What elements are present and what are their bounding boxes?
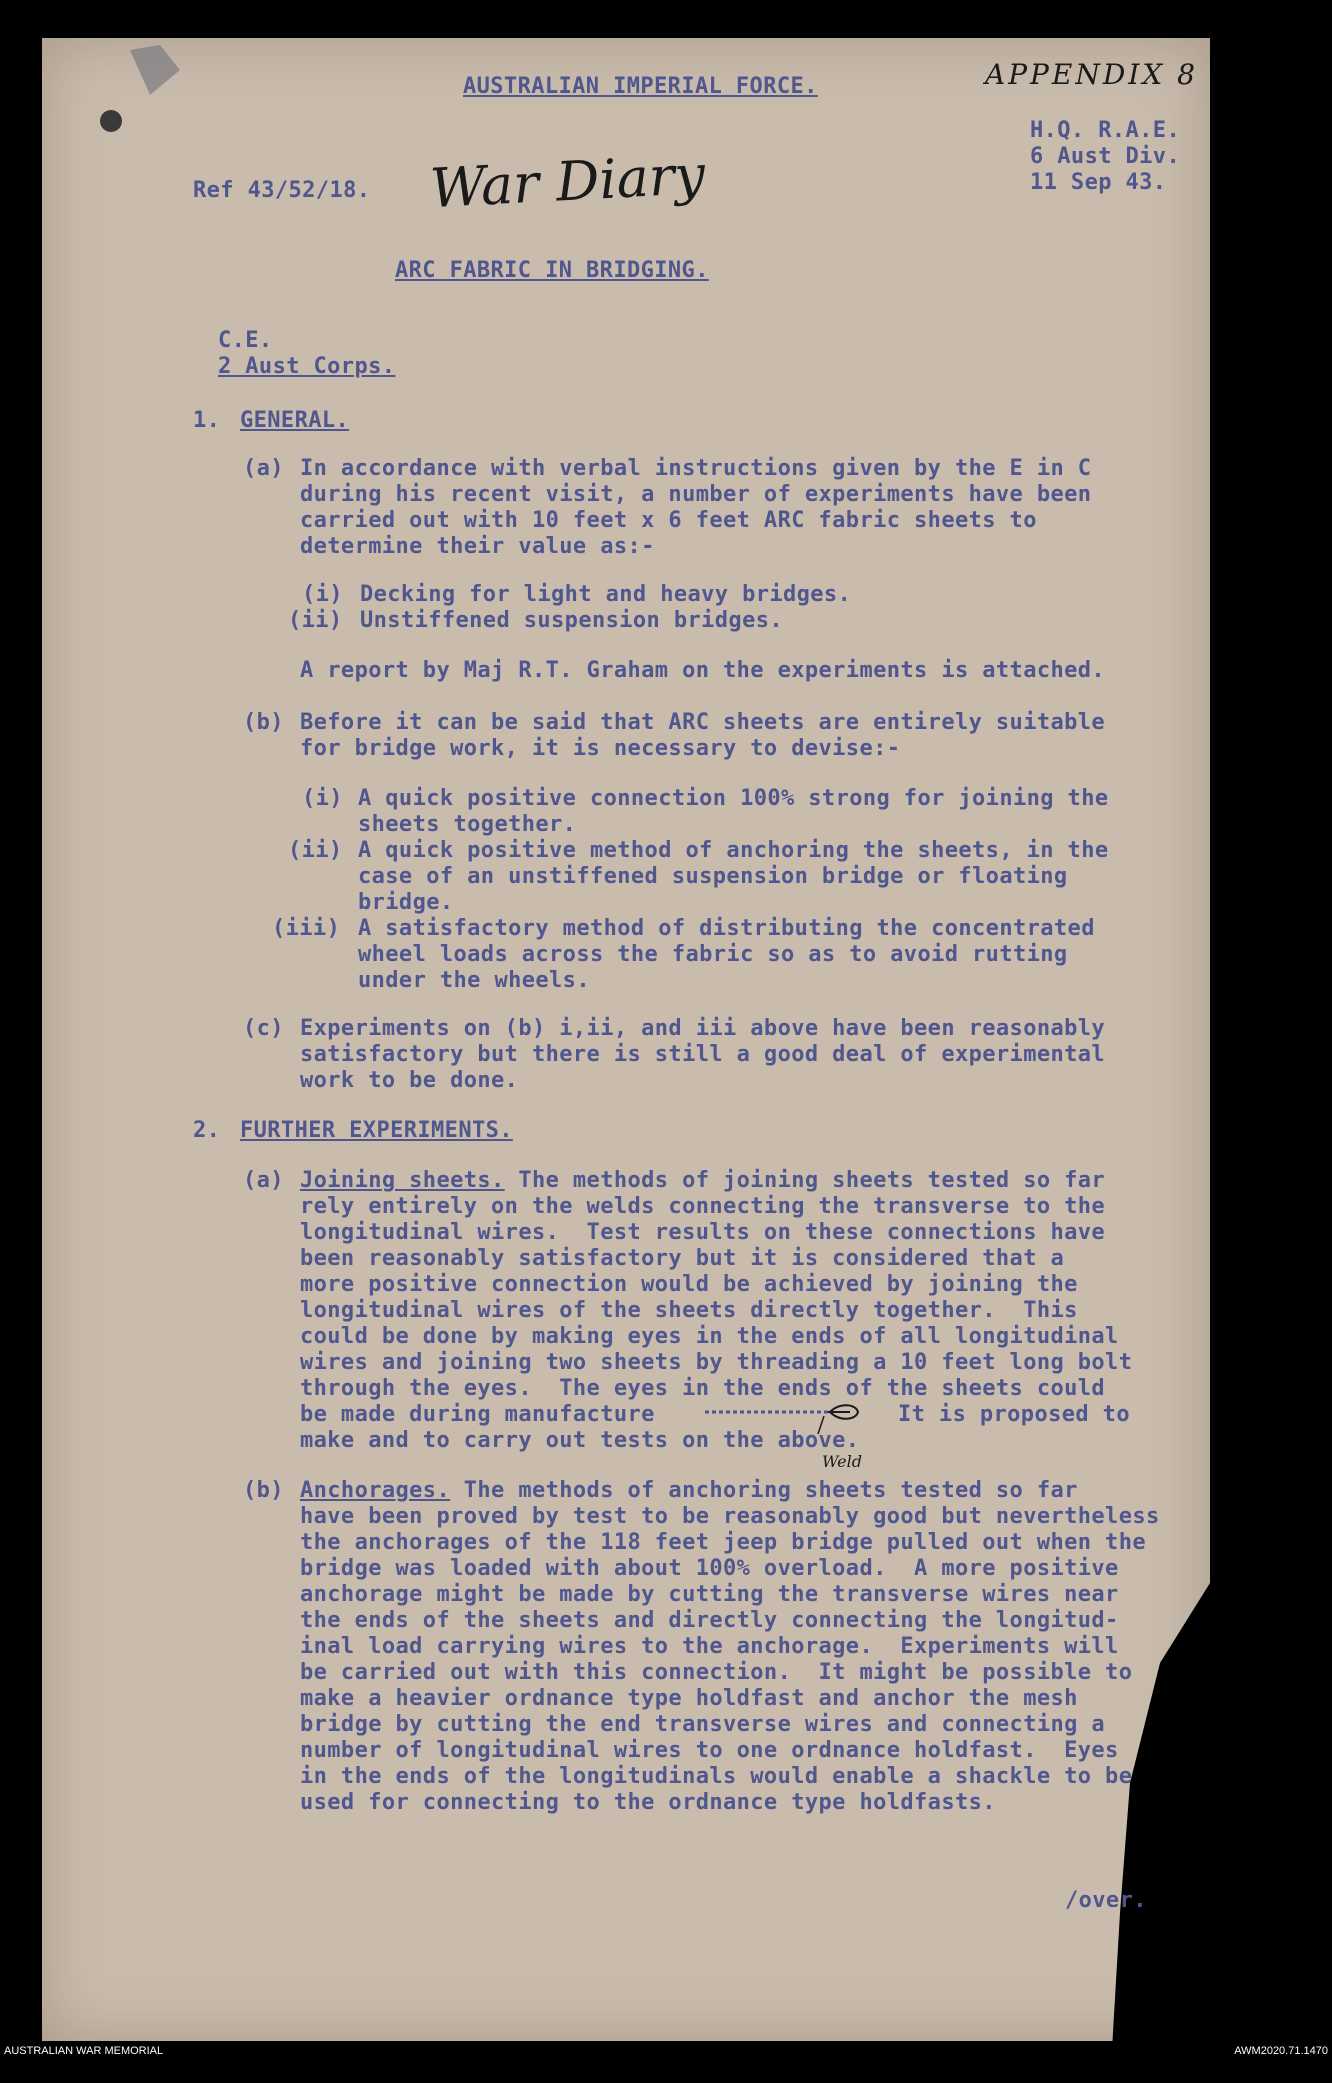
document-date: 11 Sep 43. bbox=[1030, 170, 1167, 195]
para-2a-line: longitudinal wires of the sheets directly together. This bbox=[300, 1298, 1078, 1323]
para-2a-line: through the eyes. The eyes in the ends of the sheets could bbox=[300, 1376, 1106, 1401]
para-2a-line-9-end: It is proposed to bbox=[898, 1402, 1130, 1427]
item-text: wheel loads across the fabric so as to avoid rutting bbox=[358, 942, 1068, 967]
rust-stain bbox=[120, 40, 200, 100]
item-text: Decking for light and heavy bridges. bbox=[360, 582, 852, 607]
item-label: (i) bbox=[302, 786, 343, 811]
para-2b-first-line bbox=[300, 1478, 1078, 1504]
para-2a-line: wires and joining two sheets by threading a 10 feet long bolt bbox=[300, 1350, 1133, 1375]
over-indicator: /over. bbox=[1065, 1888, 1147, 1913]
para-2b-line: number of longitudinal wires to one ordnance holdfast. Eyes bbox=[300, 1738, 1119, 1763]
para-1c-line: satisfactory but there is still a good deal of experimental bbox=[300, 1042, 1106, 1067]
item-label: (ii) bbox=[288, 608, 343, 633]
weld-annotation: Weld bbox=[822, 1452, 862, 1471]
para-1a-label: (a) bbox=[243, 456, 284, 481]
report-line: A report by Maj R.T. Graham on the experiments is attached. bbox=[300, 658, 1106, 683]
para-2b-line: bridge was loaded with about 100% overload. A more positive bbox=[300, 1556, 1119, 1581]
para-2b-first-rest: The methods of anchoring sheets tested so far bbox=[450, 1478, 1078, 1503]
item-label: (iii) bbox=[272, 916, 341, 941]
para-2a-line-9-start: be made during manufacture bbox=[300, 1402, 655, 1427]
para-2a-label: (a) bbox=[243, 1168, 284, 1193]
addressee-line-2: 2 Aust Corps. bbox=[218, 354, 396, 379]
para-1c-label: (c) bbox=[243, 1016, 284, 1041]
para-1b-label: (b) bbox=[243, 710, 284, 735]
item-text: Unstiffened suspension bridges. bbox=[360, 608, 783, 633]
para-2b-line: be carried out with this connection. It might be possible to bbox=[300, 1660, 1133, 1685]
para-2b-heading: Anchorages. bbox=[300, 1478, 451, 1503]
para-1a-line: during his recent visit, a number of experiments have been bbox=[300, 482, 1092, 507]
para-2b-line: have been proved by test to be reasonably good but nevertheless bbox=[300, 1504, 1160, 1529]
item-text: sheets together. bbox=[358, 812, 577, 837]
para-2a-line: rely entirely on the welds connecting the transverse to the bbox=[300, 1194, 1106, 1219]
para-2b-line: the ends of the sheets and directly connecting the longitud- bbox=[300, 1608, 1119, 1633]
section-2-title: FURTHER EXPERIMENTS. bbox=[240, 1118, 513, 1143]
archive-caption-left: AUSTRALIAN WAR MEMORIAL bbox=[4, 2045, 164, 2057]
unit-line-1: H.Q. R.A.E. bbox=[1030, 118, 1181, 143]
para-2a-line: more positive connection would be achieved by joining the bbox=[300, 1272, 1078, 1297]
item-text: A quick positive connection 100% strong for joining the bbox=[358, 786, 1109, 811]
archive-caption-right: AWM2020.71.1470 bbox=[1234, 2045, 1328, 2057]
item-text: case of an unstiffened suspension bridge or floating bbox=[358, 864, 1068, 889]
item-text: A satisfactory method of distributing the concentrated bbox=[358, 916, 1095, 941]
para-1a-line: carried out with 10 feet x 6 feet ARC fabric sheets to bbox=[300, 508, 1037, 533]
para-2b-label: (b) bbox=[243, 1478, 284, 1503]
addressee-line-1: C.E. bbox=[218, 328, 273, 353]
document-title: AUSTRALIAN IMPERIAL FORCE. bbox=[463, 74, 818, 99]
para-1c-line: work to be done. bbox=[300, 1068, 519, 1093]
para-2a-heading: Joining sheets. bbox=[300, 1168, 505, 1193]
para-2b-line: used for connecting to the ordnance type holdfasts. bbox=[300, 1790, 996, 1815]
para-2b-line: bridge by cutting the end transverse wires and connecting a bbox=[300, 1712, 1106, 1737]
reference-number: Ref 43/52/18. bbox=[193, 178, 371, 203]
section-2-number: 2. bbox=[193, 1118, 221, 1143]
para-1b-line: Before it can be said that ARC sheets are entirely suitable bbox=[300, 710, 1106, 735]
para-2b-line: inal load carrying wires to the anchorage. Experiments will bbox=[300, 1634, 1119, 1659]
para-1b-line: for bridge work, it is necessary to devise:- bbox=[300, 736, 901, 761]
para-1a-line: determine their value as:- bbox=[300, 534, 655, 559]
para-2a-line: could be done by making eyes in the ends of all longitudinal bbox=[300, 1324, 1119, 1349]
section-1-title: GENERAL. bbox=[240, 408, 350, 433]
item-label: (i) bbox=[302, 582, 343, 607]
para-2a-line: make and to carry out tests on the above. bbox=[300, 1428, 860, 1453]
item-text: A quick positive method of anchoring the sheets, in the bbox=[358, 838, 1109, 863]
para-2a-first-line bbox=[300, 1168, 1105, 1194]
para-2b-line: in the ends of the longitudinals would enable a shackle to be bbox=[300, 1764, 1133, 1789]
para-1c-line: Experiments on (b) i,ii, and iii above have been reasonably bbox=[300, 1016, 1106, 1041]
section-1-number: 1. bbox=[193, 408, 221, 433]
para-1a-line: In accordance with verbal instructions given by the E in C bbox=[300, 456, 1092, 481]
appendix-label: APPENDIX 8 bbox=[985, 58, 1198, 91]
item-label: (ii) bbox=[288, 838, 343, 863]
punch-hole bbox=[100, 110, 122, 132]
item-text: bridge. bbox=[358, 890, 454, 915]
para-2a-line: longitudinal wires. Test results on these connections have bbox=[300, 1220, 1106, 1245]
unit-line-2: 6 Aust Div. bbox=[1030, 144, 1181, 169]
para-2a-line: been reasonably satisfactory but it is considered that a bbox=[300, 1246, 1065, 1271]
item-text: under the wheels. bbox=[358, 968, 590, 993]
war-diary-handwritten: War Diary bbox=[428, 142, 707, 221]
subject-line: ARC FABRIC IN BRIDGING. bbox=[395, 258, 709, 283]
para-2b-line: make a heavier ordnance type holdfast and anchor the mesh bbox=[300, 1686, 1078, 1711]
para-2b-line: anchorage might be made by cutting the transverse wires near bbox=[300, 1582, 1119, 1607]
para-2b-line: the anchorages of the 118 feet jeep bridge pulled out when the bbox=[300, 1530, 1146, 1555]
para-2a-first-rest: The methods of joining sheets tested so far bbox=[504, 1168, 1106, 1193]
